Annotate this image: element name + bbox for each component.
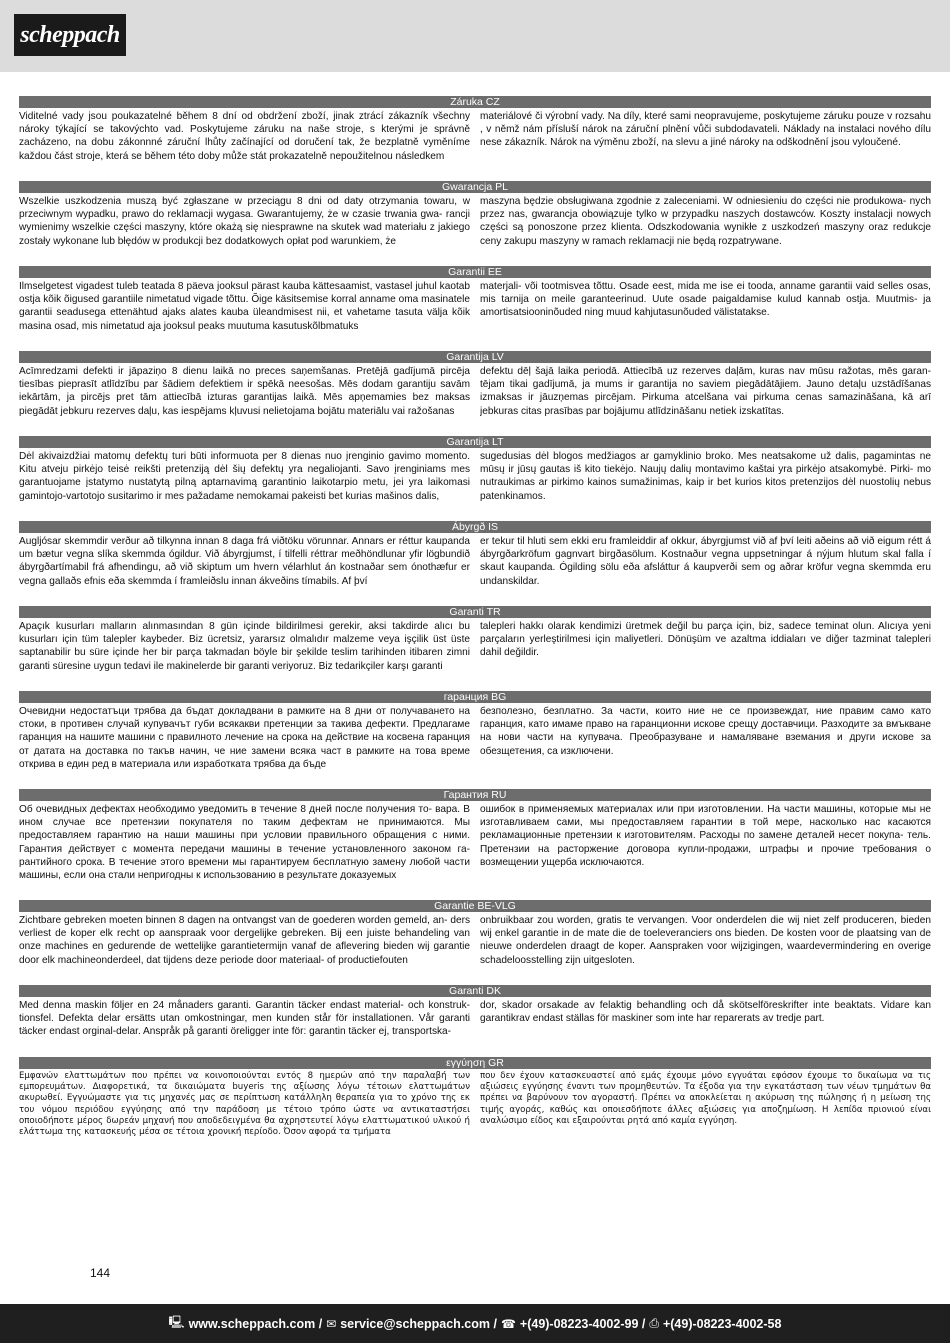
- computer-icon: 🖳: [168, 1315, 185, 1329]
- section-right-text: materiálové či výrobní vady. Na díly, které sami neopravujeme, poskytujeme záruku pouze v rozsahu , v němž nám přísluší nárok na záruční plnění vůči subdodavateli. Náklady na instalaci nového dílu nese zákazník. Nárok na výměnu zboží, na slevu a jiné nároky na odškodnění jsou vyloučené.: [480, 111, 931, 149]
- section-left-text: Dėl akivaizdžiai matomų defektų turi būti informuota per 8 dienas nuo įrenginio gavimo momento. Kitu atveju pirkėjo teisė reikšti pretenziją dėl šių defektų yra negaliojanti. Savo įrenginiams mes garantuojame įstatymo nustatytą pilną aptarnavimą garantinio laikotarpio metu, jei yra laikomasi gamintojo-vartotojo susitarimo ir mes pažadame nemokamai pakeisti bet kurias mašinos dalis,: [19, 451, 470, 502]
- section-left-text: Ilmselgetest vigadest tuleb teatada 8 päeva jooksul pärast kauba kättesaamist, vastasel juhul kaotab ostja kõik õigused garantiile nimetatud vigade tõttu. Õige käsitsemise korral anname oma masinatele garantii seadusega ettenähtud ajaks alates kauba üleandmisest nii, et vahetame tasuta välja kõik masina osad, mis nimetatud aja jooksul peaks muutuma kasutuskõlbmatuks: [19, 281, 470, 332]
- section-right-text: talepleri hakkı olarak kendimizi üretmek değil bu parça için, biz, sadece teminat olun. Alıcıya yeni parçaların yerleştirilmesi için maliyetleri. Dönüşüm ve azaltma iddiaları ve diğer tazminat talepleri dahil değildir.: [480, 621, 931, 659]
- section-left-text: Med denna maskin följer en 24 månaders garanti. Garantin täcker endast material- och konstruk- tionsfel. Defekta delar ersätts utan omkostningar, men kunden står för installationen. Vår garanti täcker endast orginal-delar. Anspråk på garanti öreligger inte för: garantin täcker ej, transportska-: [19, 1000, 470, 1038]
- section-left-text: Об очевидных дефектах необходимо уведомить в течение 8 дней после получения то- вара. В ином случае все претензии покупателя по таким дефектам не принимаются. Мы предоставляем гарантию на наши машины при условии правильного обращения с ними. Гарантия действует с момента передачи машины в течение установленного законом га- рантийного срока. В течение этого времени мы гарантируем бесплатную замену любой части машины, если она стали непригодны к использованию в результате доказуемых: [19, 804, 470, 882]
- section-right-text: defektu dēļ šajā laika periodā. Attiecībā uz rezerves daļām, kuras nav mūsu ražotas, mēs garan- tējam tikai gadījumā, ja mums ir garantija no saviem piegādātājiem. Jauno detaļu uzstādīšanas izmaksas ir jāuzņemas pircējam. Pirkuma atcelšana vai pirkuma cenas samazināšana, kā arī jebkuras citas prasības par bojājumu atlīdzināšanu netiek izskatītas.: [480, 366, 931, 417]
- section-ru: [19, 789, 931, 882]
- section-title: Záruka CZ: [19, 96, 931, 108]
- section-right-text: materjali- või tootmisvea tõttu. Osade eest, mida me ise ei tooda, anname garantii vaid selles osas, mis tarnija on meile garanteerinud. Uute osade paigaldamise kulud kannab ostja. Muutmis- ja amortisatsiooninõuded ning muud kahjutasunõuded välistatakse.: [480, 281, 931, 319]
- section-title: Garanti TR: [19, 606, 931, 618]
- section-pl: [19, 181, 931, 248]
- section-title: Garantii EE: [19, 266, 931, 278]
- section-title: гаранция BG: [19, 691, 931, 703]
- section-left-text: Εμφανών ελαττωμάτων που πρέπει να κοινοποιούνται εντός 8 ημερών από την παραλαβή των εμπορευμάτων. Διαφορετικά, τα δικαιώματα buyeris της αξίωσης λόγω τέτοιων ελαττωμάτων ακυρωθεί. Εγγυώμαστε για τις μηχανές μας σε περίπτωση κατάλληλη θεραπεία για το χρόνο της εκ του νόμου περιόδου εγγύησης από την παράδοση με τέτοιο τρόπο ώστε να αντικαταστήσει οποιοδήποτε μέρος δωρεάν μηχανή που αποδεδειγμένα θα αχρηστευτεί λόγω ελαττωματικού υλικού ή ελάττωμα της κατασκευής μέσα σε τέτοια χρονική περίοδο. Όσον αφορά τα τμήματα: [19, 1071, 470, 1138]
- section-left-text: Viditelné vady jsou poukazatelné během 8 dní od obdržení zboží, jinak ztrácí zákazník všechny nároky týkající se takovýchto vad. Poskytujeme záruku na naše stroje, s kterými je správně zacházeno, na dobu zákonnné záruční lhůty začínající od doručení tak, že bezplatně vyměníme každou část stroje, která se během této doby může stát prokazatelně nepoužitelnou následkem: [19, 111, 470, 162]
- section-gr: [19, 1057, 931, 1138]
- page-number: 144: [90, 1266, 111, 1280]
- section-right-text: er tekur til hluti sem ekki eru framleiddir af okkur, ábyrgjumst við af því leiti aðeins að við eigum rétt á ábyrgðarkröfum gagnvart birgðasölum. Kostnaður vegna uppsetningar á nýjum hlutum skal falla í skaut kaupanda. Ógilding sölu eða afsláttur á kaupverði sem og aðrar kröfur vegna skemmda eru undanskildar.: [480, 536, 931, 587]
- section-be-vlg: [19, 900, 931, 967]
- section-cz: [19, 96, 931, 163]
- section-lv: [19, 351, 931, 418]
- section-right-text: безполезно, безплатно. За части, които ние не се произвеждат, ние правим само като гаранция, като имаме право на гаранционни искове срещу доставчици. Разходите за вмъкване на нови части на купувача. Преобразуване и намаляване вземания и други искове за обезщетения, са изключени.: [480, 706, 931, 757]
- section-title: Gwarancja PL: [19, 181, 931, 193]
- section-left-text: Wszelkie uszkodzenia muszą być zgłaszane w przeciągu 8 dni od daty otrzymania towaru, w przeciwnym wypadku, prawo do reklamacji wygasa. Gwarantujemy, że w czasie trwania gwa- rancji wymienimy wszelkie części maszyny, które okażą się niesprawne na skutek wad materiału z jakiego zostały wykonane lub błędów w produkcji bez dodatkowych opłat pod warunkiem, że: [19, 196, 470, 247]
- footer-email[interactable]: service@scheppach.com /: [340, 1316, 497, 1331]
- section-right-text: sugedusias dėl blogos medžiagos ar gamyklinio broko. Mes neatsakome už dalis, pagamintas ne mūsų ir jūsų gautas iš kito tiekėjo. Naujų dalių montavimo kaštai yra pirkėjo atsakomybė. Pirki- mo nutraukimas ar pirkimo kainos sumažinimas, kaip ir bet kurios kitos pretenzijos dėl nuostolių nebus patenkinamos.: [480, 451, 931, 502]
- section-bg: [19, 691, 931, 771]
- footer-phone[interactable]: +(49)-08223-4002-99 /: [519, 1316, 646, 1331]
- section-right-text: που δεν έχουν κατασκευαστεί από εμάς έχουμε μόνο εγγυάται εφόσον έχουμε το δικαίωμα να τις αξιώσεις εγγύησης έναντι των προμηθευτών. Τα έξοδα για την εγκατάσταση των νέων τμημάτων θα πρέπει να βαρύνουν τον αγοραστή. Πρέπει να αποκλείεται η ακύρωση της πώλησης ή η μείωση της τιμής αγοράς, καθώς και οποιεσδήποτε άλλες αξιώσεις για αποζημίωση. Η λεπίδα πριονιού είναι αναλώσιμο είδος και εξαιρούνται ρητά από καμία εγγύηση.: [480, 1071, 931, 1126]
- section-title: Garantie BE-VLG: [19, 900, 931, 912]
- section-left-text: Zichtbare gebreken moeten binnen 8 dagen na ontvangst van de goederen worden gemeld, an- ders verliest de koper elk recht op aanspraak voor dergelijke gebreken. Bij een juiste behandeling van onze machines en gedurende de wettelijke garantietermijn vanaf de aflevering bieden wij garantie door elk machineonderdeel, dat tijdens deze periode door materiaal- of productiefouten: [19, 915, 470, 966]
- section-title: Garanti DK: [19, 985, 931, 997]
- section-right-text: ошибок в применяемых материалах или при изготовлении. На части машины, которые мы не изготавливаем сами, мы предоставляем гарантии в той мере, насколько нас касаются рекламационные претензии к изготовителям. Расходы по замене деталей несет покупа- тель. Претензии на расторжение договора купли-продажи, штрафы и прочие требования о возмещении ущерба исключаются.: [480, 804, 931, 868]
- footer-website[interactable]: www.scheppach.com /: [188, 1316, 323, 1331]
- section-title: Garantija LT: [19, 436, 931, 448]
- section-right-text: dor, skador orsakade av felaktig behandling och då skötselföreskrifter inte beaktats. Vidare kan garantikrav endast ställas för maskiner som inte har reparerats av tredje part.: [480, 1000, 931, 1025]
- footer-bar: [0, 1304, 950, 1343]
- envelope-icon: ✉: [326, 1316, 337, 1331]
- fax-icon: ⎙: [649, 1316, 659, 1330]
- footer-fax[interactable]: +(49)-08223-4002-58: [662, 1316, 782, 1331]
- section-left-text: Очевидни недостатъци трябва да бъдат докладвани в рамките на 8 дни от получаването на стоки, в противен случай купувачът губи всякакви претенции за такива дефекти. Предлагаме гаранция на нашите машини с правилното лечение на срока на действие на косвена гаранция от датата на доставка по такъв начин, че ние замени всяка част в рамките на това време открива в един ред в материала или изработката трябва да бъде: [19, 706, 470, 770]
- section-title: Гарантия RU: [19, 789, 931, 801]
- section-title: Garantija LV: [19, 351, 931, 363]
- section-is: [19, 521, 931, 588]
- section-right-text: maszyna będzie obsługiwana zgodnie z zaleceniami. W odniesieniu do części nie produkowa- nych przez nas, gwarancja obowiązuje tylko w przypadku naszych dostawców. Koszty instalacji nowych części są ponoszone przez klienta. Odszkodowania wynikłe z uszkodzeń maszyny oraz redukcje ceny zakupu maszyny w ramach reklamacji nie będą rozpatrywane.: [480, 196, 931, 247]
- section-title: Ábyrgð IS: [19, 521, 931, 533]
- section-left-text: Apaçık kusurları malların alınmasından 8 gün içinde bildirilmesi gerekir, aksi takdirde alıcı bu kusurları için tüm talepler kaybeder. Biz ücretsiz, yararsız olmalıdır malzeme veya işçilik üst üste saptanabilir bu süre içinde her bir parça takmadan böyle bir şekilde teslim tarihinden itibaren zimni garanti süresine uygun tedavi ile makinelerde bir garanti veriyoruz. Biz tedarikçiler karşı garanti: [19, 621, 470, 672]
- section-title: εγγύηση GR: [19, 1057, 931, 1069]
- scheppach-logo: scheppach: [14, 14, 126, 56]
- top-bar: [0, 0, 950, 72]
- section-ee: [19, 266, 931, 333]
- section-dk: [19, 985, 931, 1039]
- section-left-text: Acīmredzami defekti ir jāpaziņo 8 dienu laikā no preces saņemšanas. Pretējā gadījumā pircēja tiesības pieprasīt atlīdzību par šādiem defektiem ir spēkā neesošas. Mēs dodam garantiju savām iekārtām, ja pircējs pret tām attiecībā izturas garantijas laikā. Mēs apņemamies bez maksas piegādāt jebkuru rezerves daļu, kas iespējams kļuvusi nelietojama bojātu materiālu vai ražošanas: [19, 366, 470, 417]
- section-tr: [19, 606, 931, 673]
- section-lt: [19, 436, 931, 503]
- section-right-text: onbruikbaar zou worden, gratis te vervangen. Voor onderdelen die wij niet zelf produceren, bieden wij enkel garantie in de mate die de toeleveranciers ons bieden. De kosten voor de plaatsing van de nieuwe onderdelen draagt de koper. Aanspraken voor wijzigingen, waardevermindering en overige schadeloosstelling zijn uitgesloten.: [480, 915, 931, 966]
- section-left-text: Augljósar skemmdir verður að tilkynna innan 8 daga frá viðtöku vörunnar. Annars er réttur kaupanda um bætur vegna slíka skemmda ógildur. Við ábyrgjumst, í tilfelli réttrar meðhöndlunar yfir lögbundið ábyrgðartímabil frá afhendingu, að við skiptum um hvern vélarhlut án kostnaðar sem ónothæfur er vegna gallaðs efnis eða skemmda í framleiðslu innan ákveðins tímabils. Af því: [19, 536, 470, 587]
- phone-icon: ☎: [500, 1316, 516, 1331]
